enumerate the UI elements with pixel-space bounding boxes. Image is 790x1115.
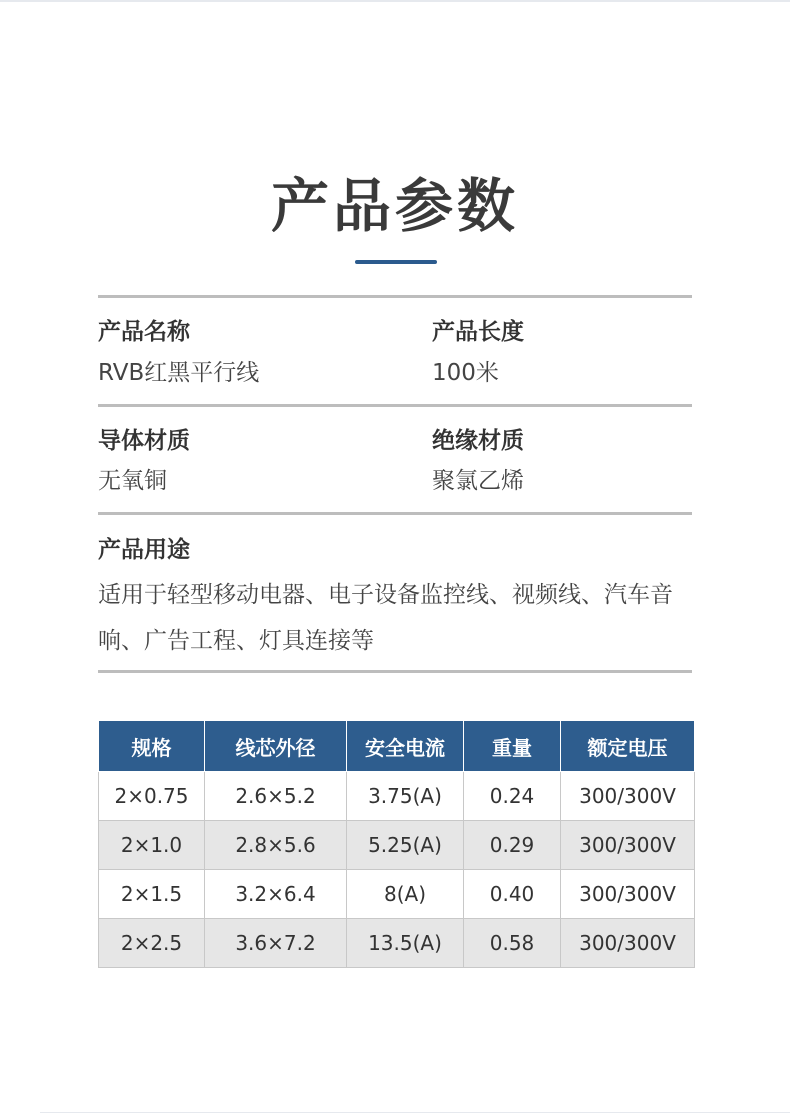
cell-safe-current: 13.5(A) [347, 919, 464, 968]
cell-spec: 2×0.75 [99, 772, 205, 821]
cell-core-diameter: 2.8×5.6 [205, 821, 347, 870]
cell-safe-current: 3.75(A) [347, 772, 464, 821]
conductor-material-value: 无氧铜 [98, 468, 167, 494]
cell-core-diameter: 3.6×7.2 [205, 919, 347, 968]
cell-core-diameter: 3.2×6.4 [205, 870, 347, 919]
cell-spec: 2×2.5 [99, 919, 205, 968]
cell-weight: 0.58 [464, 919, 561, 968]
spec-table [98, 720, 695, 968]
table-row [99, 870, 695, 919]
header-safe-current: 安全电流 [347, 721, 464, 772]
divider [98, 512, 692, 515]
cell-rated-voltage: 300/300V [561, 772, 695, 821]
cell-core-diameter: 2.6×5.2 [205, 772, 347, 821]
table-row [99, 821, 695, 870]
cell-weight: 0.40 [464, 870, 561, 919]
title-underline [355, 260, 437, 264]
cell-spec: 2×1.0 [99, 821, 205, 870]
product-length-label: 产品长度 [432, 319, 524, 345]
product-usage-value: 适用于轻型移动电器、电子设备监控线、视频线、汽车音响、广告工程、灯具连接等 [98, 582, 673, 654]
cell-weight: 0.24 [464, 772, 561, 821]
header-core-diameter: 线芯外径 [205, 721, 347, 772]
page-title: 产品参数 [270, 172, 519, 240]
conductor-material-label: 导体材质 [98, 428, 190, 454]
header-spec: 规格 [99, 721, 205, 772]
product-name-label: 产品名称 [98, 319, 190, 345]
cell-safe-current: 5.25(A) [347, 821, 464, 870]
top-divider [0, 0, 790, 2]
cell-safe-current: 8(A) [347, 870, 464, 919]
table-row [99, 772, 695, 821]
divider [98, 670, 692, 673]
divider [98, 404, 692, 407]
divider [98, 295, 692, 298]
cell-rated-voltage: 300/300V [561, 870, 695, 919]
cell-rated-voltage: 300/300V [561, 821, 695, 870]
header-weight: 重量 [464, 721, 561, 772]
cell-spec: 2×1.5 [99, 870, 205, 919]
table-header-row [99, 721, 695, 772]
bottom-divider [40, 1112, 790, 1113]
product-length-value: 100米 [432, 360, 499, 386]
product-name-value: RVB红黑平行线 [98, 360, 260, 386]
cell-rated-voltage: 300/300V [561, 919, 695, 968]
product-usage-label: 产品用途 [98, 537, 190, 563]
table-row [99, 919, 695, 968]
insulation-material-value: 聚氯乙烯 [432, 468, 524, 494]
cell-weight: 0.29 [464, 821, 561, 870]
insulation-material-label: 绝缘材质 [432, 428, 524, 454]
header-rated-voltage: 额定电压 [561, 721, 695, 772]
